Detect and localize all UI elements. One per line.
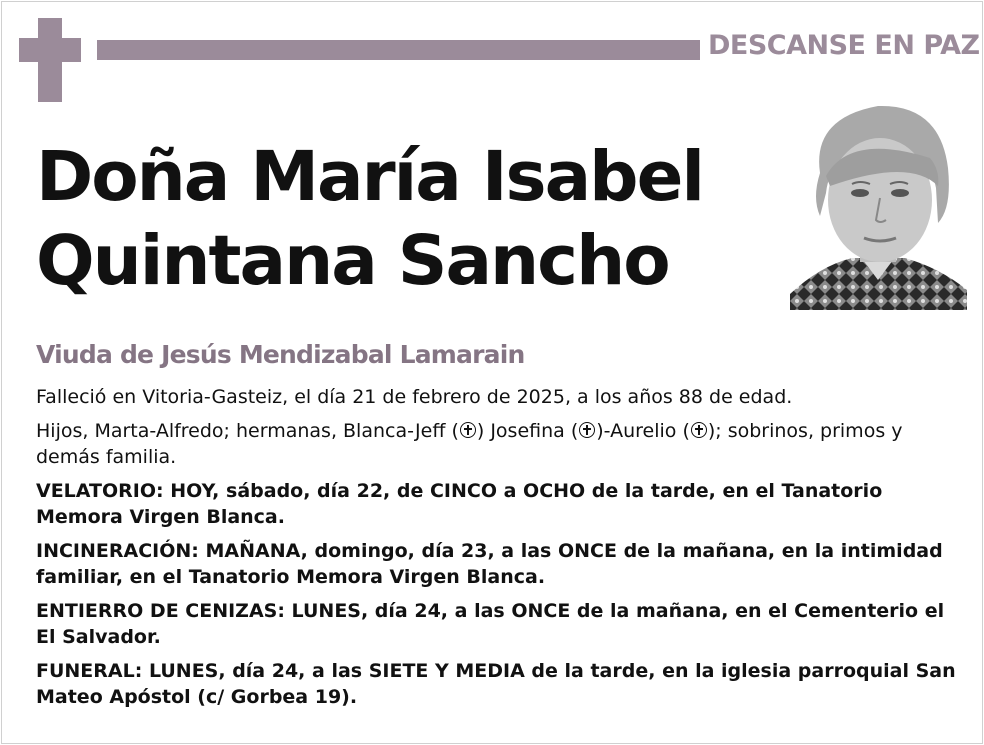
family-text-c: )-Aurelio ( bbox=[596, 420, 690, 442]
name-line-1: Doña María Isabel bbox=[36, 137, 704, 217]
deceased-name bbox=[36, 135, 756, 303]
circled-cross-icon bbox=[460, 422, 476, 438]
name-line-2: Quintana Sancho bbox=[36, 221, 669, 301]
portrait-photo bbox=[790, 98, 967, 310]
death-info: Falleció en Vitoria-Gasteiz, el día 21 de febrero de 2025, a los años 88 de edad. bbox=[36, 386, 793, 408]
descanse-heading: DESCANSE EN PAZ bbox=[708, 30, 980, 61]
family-text-a: Hijos, Marta-Alfredo; hermanas, Blanca-Jeff ( bbox=[36, 420, 459, 442]
notice-body bbox=[36, 384, 956, 718]
incineracion-info: INCINERACIÓN: MAÑANA, domingo, día 23, a las ONCE de la mañana, en la intimidad familiar, en el Tanatorio Memora Virgen Blanca. bbox=[36, 540, 943, 588]
velatorio-info: VELATORIO: HOY, sábado, día 22, de CINCO a OCHO de la tarde, en el Tanatorio Memora Virgen Blanca. bbox=[36, 480, 883, 528]
family-text-b: ) Josefina ( bbox=[476, 420, 579, 442]
entierro-info: ENTIERRO DE CENIZAS: LUNES, día 24, a las ONCE de la mañana, en el Cementerio el El Salvador. bbox=[36, 600, 945, 648]
circled-cross-icon bbox=[691, 422, 707, 438]
family-info bbox=[36, 418, 956, 470]
header-bar bbox=[97, 40, 700, 60]
family-text-d: ); sobrinos, primos y demás familia. bbox=[36, 420, 903, 468]
circled-cross-icon bbox=[579, 422, 595, 438]
funeral-info: FUNERAL: LUNES, día 24, a las SIETE Y MEDIA de la tarde, en la iglesia parroquial San Mateo Apóstol (c/ Gorbea 19). bbox=[36, 660, 956, 708]
widow-of-subtitle: Viuda de Jesús Mendizabal Lamarain bbox=[36, 340, 525, 369]
